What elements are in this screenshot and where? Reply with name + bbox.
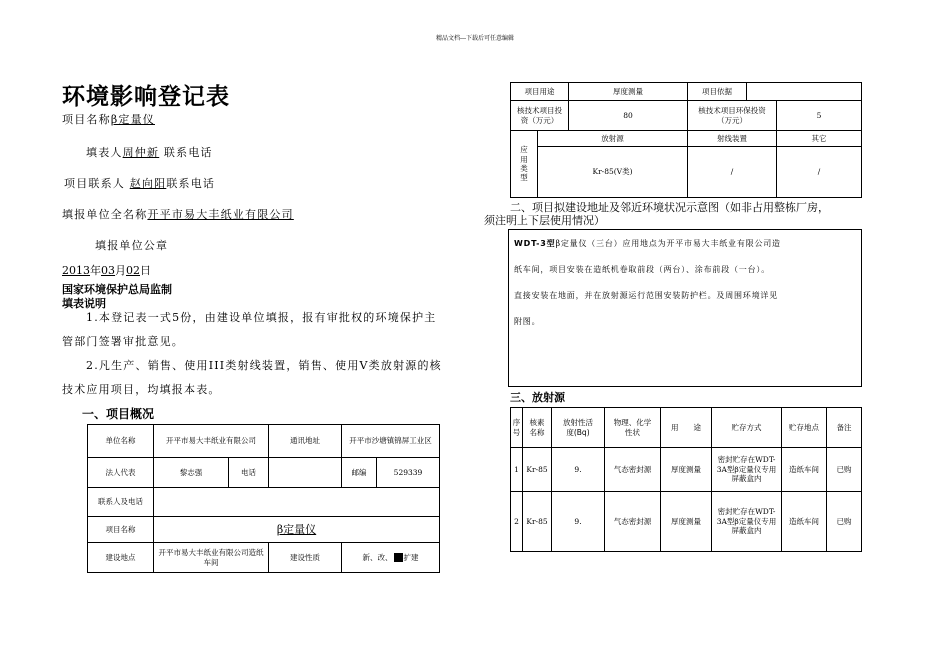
address-label: 通讯地址 <box>268 424 342 458</box>
postcode-value: 529339 <box>376 457 440 488</box>
site-desc-line3: 直接安装在地面，并在放射源运行范围安装防护栏。及周围环境详见 <box>514 291 778 300</box>
r1-storage: 密封贮存在WDT-3A型β定量仪专用屏蔽盒内 <box>711 447 782 492</box>
th-state: 物理、化学性状 <box>604 407 661 448</box>
ray-label: 射线装置 <box>687 130 777 147</box>
instruction-2b: 技术应用项目，均填报本表。 <box>62 383 221 396</box>
legal-rep-value: 黎志强 <box>153 457 229 488</box>
site-desc-line1: WDT-3型β定量仪（三台）应用地点为开平市易大丰纸业有限公司造 <box>514 239 781 248</box>
source-label: 放射源 <box>537 130 688 147</box>
unit-value: 开平市易大丰纸业有限公司 <box>147 208 294 221</box>
r1-location: 造纸车间 <box>781 447 827 492</box>
contact-line: 项目联系人 赵向阳联系电话 <box>64 177 216 190</box>
seal-label: 填报单位公章 <box>95 239 169 252</box>
source-value: Kr-85(V类) <box>537 146 688 198</box>
project-name-label-cell: 项目名称 <box>87 516 154 543</box>
instruction-1b: 管部门签署审批意见。 <box>62 335 184 348</box>
header-note: 精品文档---下载后可任意编辑 <box>435 35 515 42</box>
project-name-value-cell: β定量仪 <box>153 516 440 543</box>
project-name-value: β定量仪 <box>110 113 155 126</box>
address-value: 开平市沙塘镇锦屏工业区 <box>341 424 440 458</box>
basis-value <box>746 82 862 101</box>
th-note: 备注 <box>826 407 862 448</box>
r1-nuclide: Kr-85 <box>522 447 552 492</box>
r2-state: 气态密封源 <box>604 491 661 552</box>
site-desc-line2: 纸车间，项目安装在造纸机卷取前段（两台）、涂布前段（一台）。 <box>514 265 770 274</box>
section2-title-a: 二、项目拟建设地址及邻近环境状况示意图（如非占用整栋厂房， <box>510 201 829 214</box>
r2-activity: 9. <box>551 491 605 552</box>
r1-use: 厚度测量 <box>660 447 712 492</box>
other-value: / <box>776 146 862 198</box>
nature-value: 新、改、 扩建 <box>341 542 440 573</box>
filler-value: 周仲新 <box>122 146 160 159</box>
th-nuclide: 核素名称 <box>522 407 552 448</box>
r2-use: 厚度测量 <box>660 491 712 552</box>
basis-label: 项目依据 <box>687 82 747 101</box>
instructions-title: 填表说明 <box>62 297 106 310</box>
nature-label: 建设性质 <box>268 542 342 573</box>
filler-line: 填表人周仲新 联系电话 <box>86 146 213 159</box>
site-value: 开平市易大丰纸业有限公司造纸车间 <box>153 542 269 573</box>
section3-title: 三、放射源 <box>510 391 565 404</box>
phone-label: 电话 <box>228 457 269 488</box>
purpose-value: 厚度测量 <box>568 82 688 101</box>
phone-value <box>268 457 342 488</box>
r2-no: 2 <box>510 491 523 552</box>
instruction-1a: 1.本登记表一式5份，由建设单位填报，报有审批权的环境保护主 <box>86 311 437 324</box>
r2-nuclide: Kr-85 <box>522 491 552 552</box>
unit-name-label: 单位名称 <box>87 424 154 458</box>
contact-phone-label: 联系人及电话 <box>87 487 154 517</box>
site-desc-line4: 附图。 <box>514 317 541 326</box>
contact-phone-value <box>153 487 440 517</box>
r1-no: 1 <box>510 447 523 492</box>
project-name-line: 项目名称β定量仪 <box>62 113 155 126</box>
other-label: 其它 <box>776 130 862 147</box>
ray-value: / <box>687 146 777 198</box>
r2-note: 已购 <box>826 491 862 552</box>
th-location: 贮存地点 <box>781 407 827 448</box>
section2-title-b: 须注明上下层使用情况） <box>484 214 605 227</box>
r1-activity: 9. <box>551 447 605 492</box>
unit-name-value: 开平市易大丰纸业有限公司 <box>153 424 269 458</box>
app-type-label: 应用类型 <box>510 130 538 198</box>
th-use: 用 途 <box>660 407 712 448</box>
th-storage: 贮存方式 <box>711 407 782 448</box>
site-label: 建设地点 <box>87 542 154 573</box>
site-description-box <box>508 229 862 387</box>
r1-note: 已购 <box>826 447 862 492</box>
r2-location: 造纸车间 <box>781 491 827 552</box>
contact-value: 赵向阳 <box>129 177 167 190</box>
agency: 国家环境保护总局监制 <box>62 283 172 296</box>
checkbox-checked <box>394 553 403 562</box>
section1-title: 一、项目概况 <box>82 407 155 421</box>
page-title: 环境影响登记表 <box>62 83 230 110</box>
purpose-label: 项目用途 <box>510 82 569 101</box>
invest-value: 80 <box>568 100 688 131</box>
date-line: 2013年03月02日 <box>62 264 151 277</box>
th-no: 序号 <box>510 407 523 448</box>
r2-storage: 密封贮存在WDT-3A型β定量仪专用屏蔽盒内 <box>711 491 782 552</box>
env-invest-value: 5 <box>776 100 862 131</box>
env-invest-label: 核技术项目环保投资（万元） <box>687 100 777 131</box>
invest-label: 核技术项目投资（万元） <box>510 100 569 131</box>
th-activity: 放射性活度(Bq) <box>551 407 605 448</box>
legal-rep-label: 法人代表 <box>87 457 154 488</box>
unit-line: 填报单位全名称开平市易大丰纸业有限公司 <box>62 208 294 221</box>
instruction-2a: 2.凡生产、销售、使用III类射线装置，销售、使用V类放射源的核 <box>86 359 442 372</box>
r1-state: 气态密封源 <box>604 447 661 492</box>
postcode-label: 邮编 <box>341 457 377 488</box>
